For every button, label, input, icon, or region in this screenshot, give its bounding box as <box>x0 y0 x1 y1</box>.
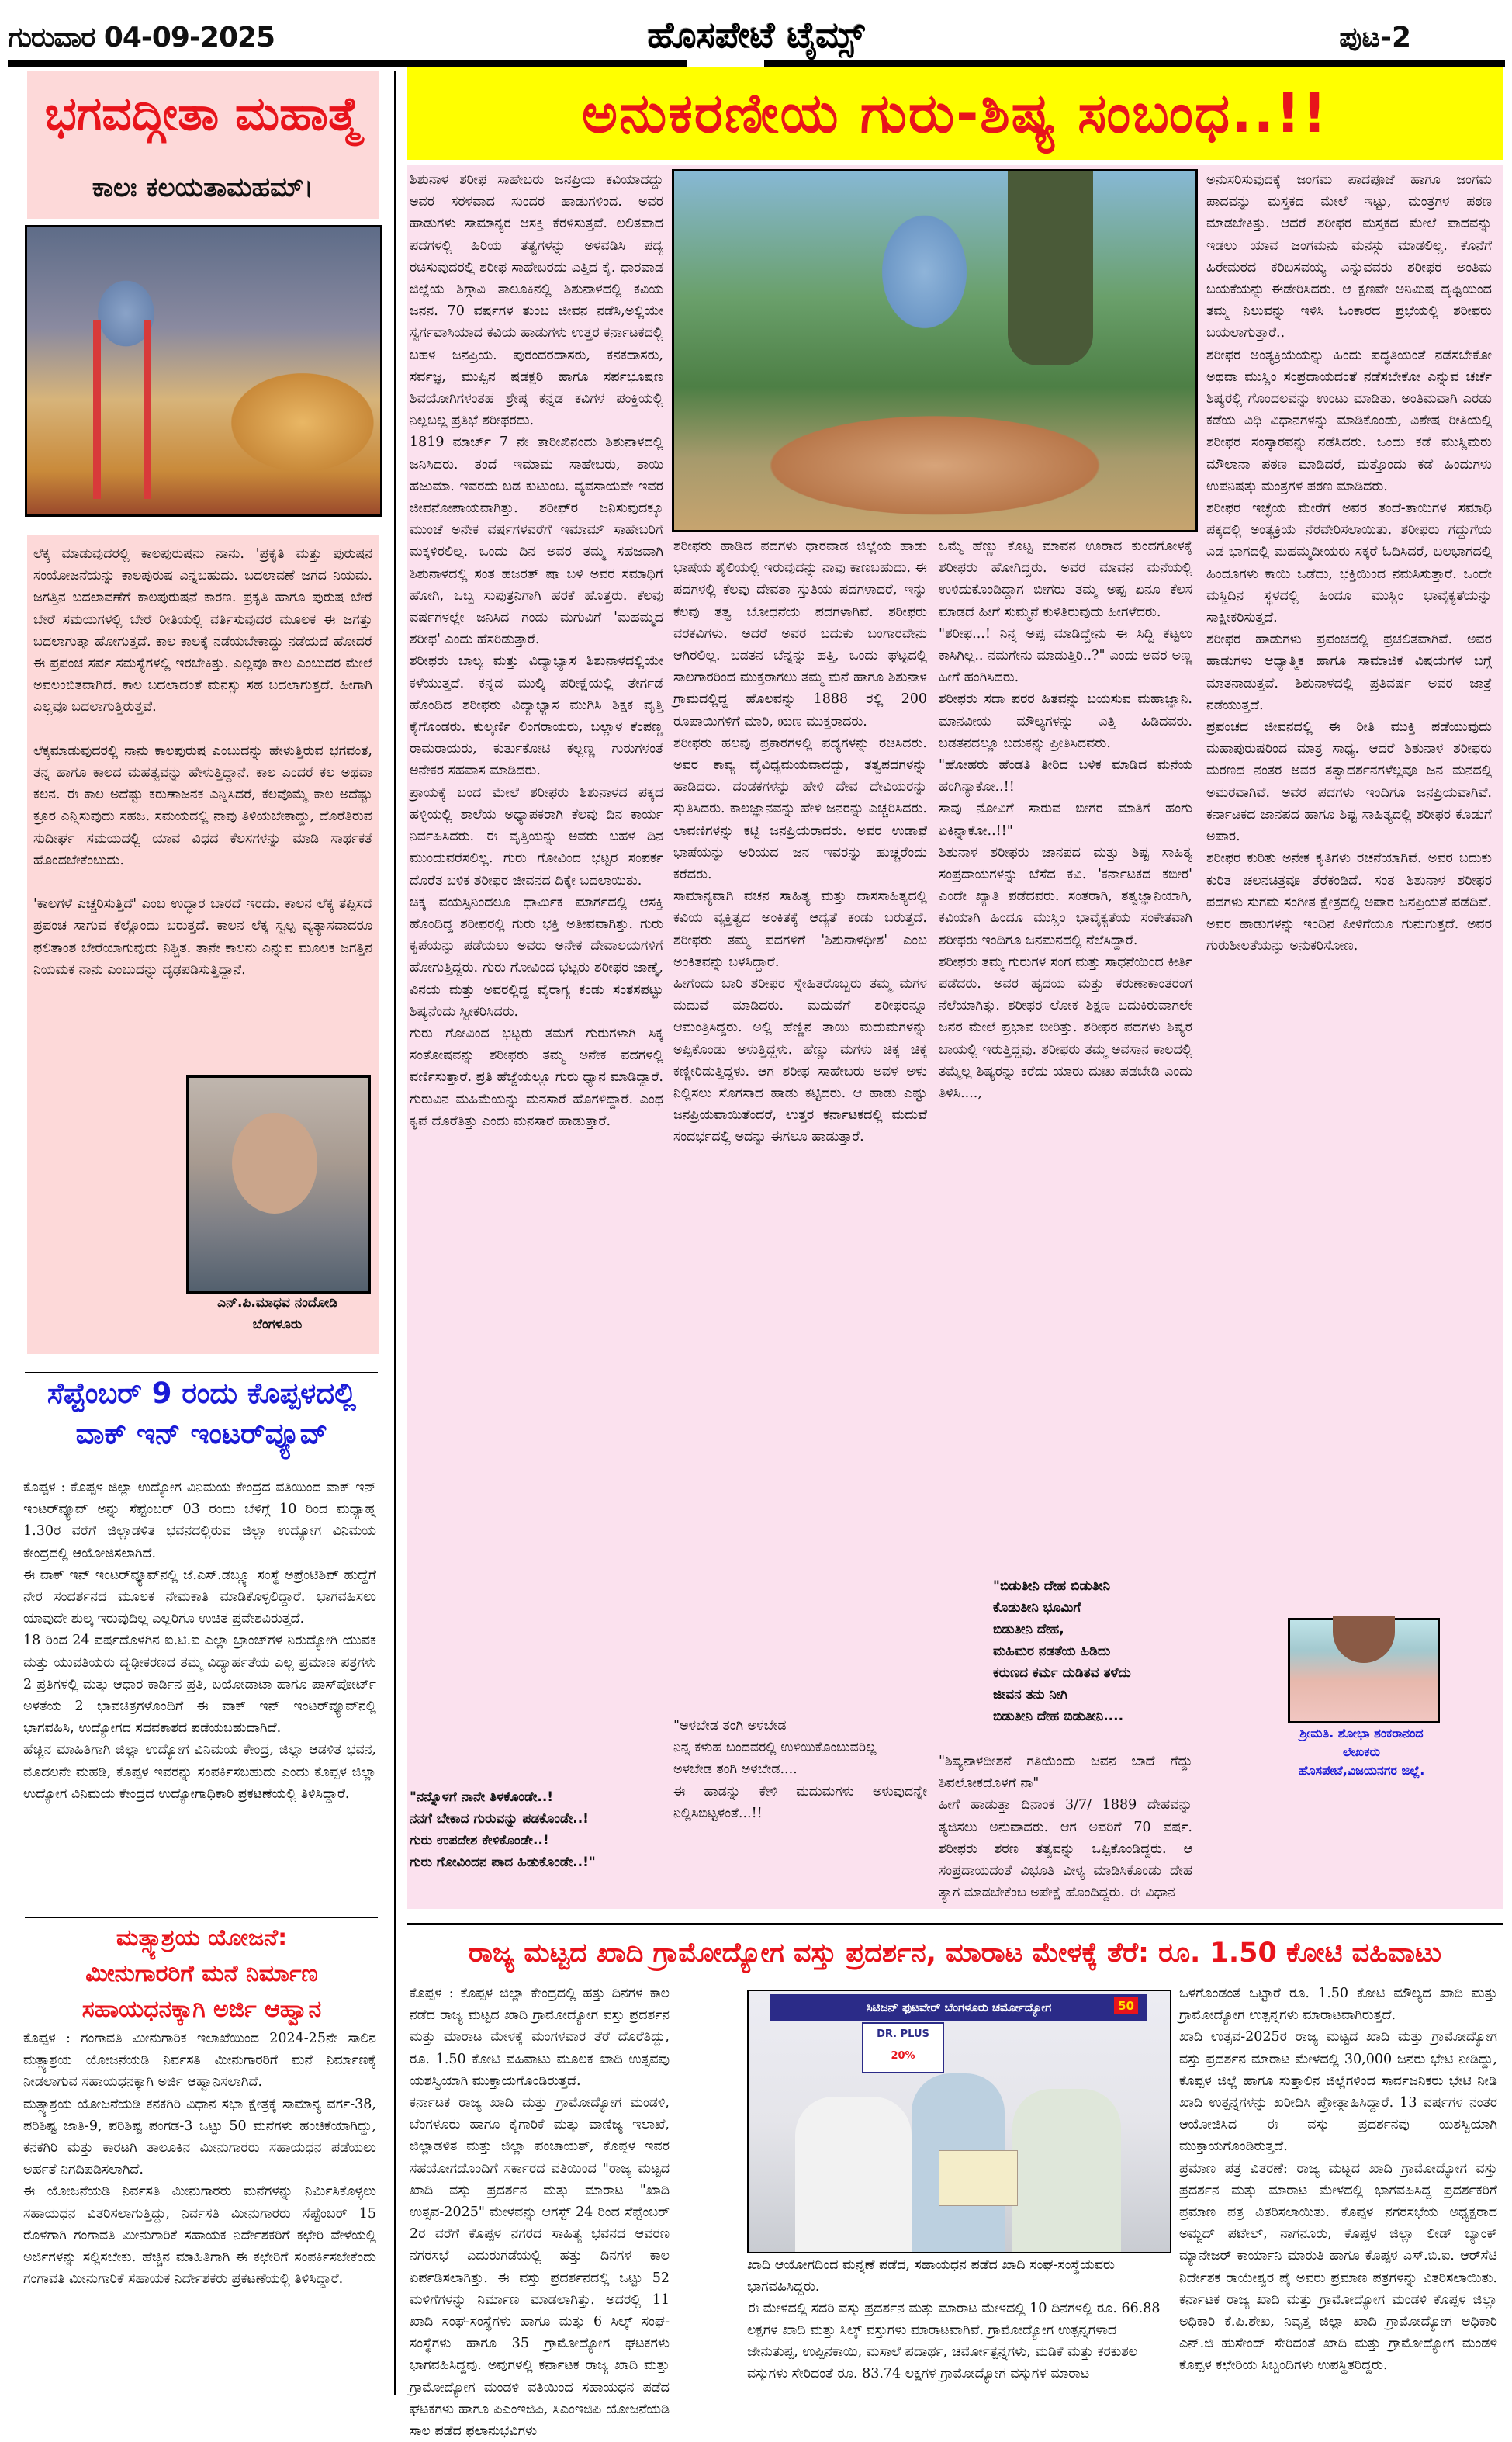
guru-poem-2: "ಅಳಬೇಡ ತಂಗಿ ಅಳಬೇಡ ನಿನ್ನ ಕಳುಹ ಬಂದವರಲ್ಲಿ ಉಳಿಯಿಕೊಂಬುವರಿಲ್ಲ ಅಳಬೇಡ ತಂಗಿ ಅಳಬೇಡ.... <box>673 1718 877 1778</box>
gita-body-text: ಲೆಕ್ಕ ಮಾಡುವುದರಲ್ಲಿ ಕಾಲಪುರುಷನು ನಾನು. 'ಪ್ರಕೃತಿ ಮತ್ತು ಪುರುಷನ ಸಂಯೋಜನೆಯನ್ನು ಕಾಲಪುರುಷ ಎನ್ನಬಹುದು. ಬದಲಾವಣೆ ಜಗದ ನಿಯಮ. ಜಗತ್ತಿನ ಬದಲಾವಣೆಗೆ ಕಾಲಪುರುಷನೆ ಕಾರಣ. ಪ್ರಕೃತಿ ಹಾಗೂ ಪುರುಷ ಬೇರೆ ಬೇರೆ ಸಮಯಗಳಲ್ಲಿ ಬೇರೆ ರೀತಿಯಲ್ಲಿ ವರ್ತಿಸುವುದರ ಮೂಲಕ ಈ ಜಗತ್ತು ಬದಲಾಗುತ್ತಾ ಹೋಗುತ್ತದೆ. ಕಾಲ ಕಾಲಕ್ಕೆ ನಡೆಯಬೇಕಾದ್ದು ನಡೆಯದೆ ಹೋದರೆ ಈ ಪ್ರಪಂಚ ಸರ್ವ ಸಮಸ್ಯೆಗಳಲ್ಲಿ ಇರಬೇಕಿತ್ತು. ಎಲ್ಲವೂ ಕಾಲ ಎಂಬುದರ ಮೇಲೆ ಅವಲಂಬಿತವಾಗಿದೆ. ಕಾಲ ಬದಲಾದಂತೆ ಮನಸ್ಸು ಸಹ ಬದಲಾಗುತ್ತದೆ. ಹೀಗಾಗಿ ಎಲ್ಲವೂ ಬದಲಾಗುತ್ತಿರುತ್ತವೆ. ಲೆಕ್ಕಮಾಡುವುದರಲ್ಲಿ ನಾನು ಕಾಲಪುರುಷ ಎಂಬುದನ್ನು ಹೇಳುತ್ತಿರುವ ಭಗವಂತ, ತನ್ನ ಹಾಗೂ ಕಾಲದ ಮಹತ್ವವನ್ನು ಹೇಳುತ್ತಿದ್ದಾನೆ. ಕಾಲ ಎಂದರೆ ಕಲ ಅಥವಾ ಕಲನ. ಈ ಕಾಲ ಅದೆಷ್ಟು ಕರುಣಾಜನಕ ಎನ್ನಿಸಿದರೆ, ಕೆಲವೊಮ್ಮೆ ಕಾಲ ಅದೆಷ್ಟು ಕ್ರೂರ ಎನ್ನಿಸುವುದು ಸಹಜ. ಸಮಯದಲ್ಲಿ ನಾವು ತಿಳಿಯಬೇಕಾದ್ದು, ದೊರೆತಿರುವ ಸುದೀರ್ಘ ಸಮಯದಲ್ಲಿ ಯಾವ ವಿಧದ ಕೆಲಸಗಳನ್ನು ಮಾಡಿ ಸಾರ್ಥಕತೆ ಹೊಂದಬೇಕೆಂಬುದು. 'ಕಾಲಗಳೆ ಎಚ್ಚರಿಸುತ್ತಿದೆ' ಎಂಬ ಉದ್ಧಾರ ಬಾರದೆ ಇರದು. ಕಾಲನ ಲೆಕ್ಕ ತಪ್ಪಿಸದೆ ಪ್ರಪಂಚ ಸಾಗುವ ಕೆಲ್ಲೊಂದು ಬರುತ್ತದೆ. ಕಾಲನ ಲೆಕ್ಕ ಸ್ವಲ್ಪ ವ್ಯತ್ಯಾಸವಾದರೂ ಫಲಿತಾಂಶ ಬೇರೆಯಾಗುವುದು ನಿಶ್ಚಿತ. ತಾನೇ ಕಾಲನು ಎನ್ನುವ ಮೂಲಕ ಜಗತ್ತಿನ ನಿಯಮಕ ನಾನು ಎಂಬುದನ್ನು ದೃಢಪಡಿಸುತ್ತಿದ್ದಾನೆ. <box>33 546 372 978</box>
author-photo <box>186 1075 371 1294</box>
krishna-arjuna-image <box>25 225 382 517</box>
author-name: ಎನ್.ಪಿ.ಮಾಧವ ನಂದೋಡಿ <box>217 1295 337 1311</box>
author-byline <box>186 1292 368 1335</box>
writer-place: ಹೊಸಪೇಟೆ,ವಿಜಯನಗರ ಜಿಲ್ಲೆ. <box>1298 1763 1425 1778</box>
guru-column-3 <box>939 535 1192 1903</box>
headline-line: ಮತ್ಸ್ಯಾಶ್ರಯ ಯೋಜನೆ: <box>116 1924 288 1952</box>
guru-column-3-text: ಒಮ್ಮೆ ಹೆಣ್ಣು ಕೊಟ್ಟ ಮಾವನ ಊರಾದ ಕುಂದಗೋಳಕ್ಕೆ ಶರೀಫರು ಹೋಗಿದ್ದರು. ಅವರ ಮಾವನ ಮನೆಯಲ್ಲಿ ಉಳಿದುಕೊಂಡಿದ್ದಾಗ ಬೀಗರು ತಮ್ಮ ಅಪ್ಪ ಏನೂ ಕೆಲಸ ಮಾಡದೆ ಹೀಗೆ ಸುಮ್ಮನೆ ಕುಳಿತಿರುವುದು ಹೀಗಳೆದರು. "ಶರೀಫ...! ನಿನ್ನ ಅಪ್ಪ ಮಾಡಿದ್ದೇನು ಈ ಸಿದ್ದಿ ಕಟ್ಟಲು ಕಾಸಿಗಿಲ್ಲ.. ನಮಗೇನು ಮಾಡುತ್ತಿರಿ..?" ಎಂದು ಅವರ ಅಣ್ಣ ಹೀಗೆ ಹಂಗಿಸಿದರು. ಶರೀಫರು ಸದಾ ಪರರ ಹಿತವನ್ನು ಬಯಸುವ ಮಹಾಜ್ಞಾನಿ. ಮಾನವೀಯ ಮೌಲ್ಯಗಳನ್ನು ಎತ್ತಿ ಹಿಡಿದವರು. ಬಡತನದಲ್ಲೂ ಬದುಕನ್ನು ಪ್ರೀತಿಸಿದವರು. "ಹೋಹರು ಹೆಂಡತಿ ತೀರಿದ ಬಳಿಕ ಮಾಡಿದ ಮನೆಯ ಹಂಗಿನ್ಯಾಕೋ..!! ಸಾವು ನೋವಿಗೆ ಸಾರುವ ಬೀಗರ ಮಾತಿಗೆ ಹಂಗು ಏಕಿನ್ನಾಕೋ..!!" ಶಿಶುನಾಳ ಶರೀಫರು ಜಾನಪದ ಮತ್ತು ಶಿಷ್ಟ ಸಾಹಿತ್ಯ ಸಂಪ್ರದಾಯಗಳನ್ನು ಬೆಸೆದ ಕವಿ. 'ಕರ್ನಾಟಕದ ಕಬೀರ' ಎಂದೇ ಖ್ಯಾತಿ ಪಡೆದವರು. ಸಂತರಾಗಿ, ತತ್ವಜ್ಞಾನಿಯಾಗಿ, ಕವಿಯಾಗಿ ಹಿಂದೂ ಮುಸ್ಲಿಂ ಭಾವೈಕ್ಯತೆಯ ಸಂಕೇತವಾಗಿ ಶರೀಫರು ಇಂದಿಗೂ ಜನಮನದಲ್ಲಿ ನೆಲೆಸಿದ್ದಾರೆ. ಶರೀಫರು ತಮ್ಮ ಗುರುಗಳ ಸಂಗ ಮತ್ತು ಸಾಧನೆಯಿಂದ ಕೀರ್ತಿ ಪಡೆದರು. ಅವರ ಹೃದಯ ಮತ್ತು ಕರುಣಾಕಾಂತರಂಗ ನೆಲೆಯಾಗಿತ್ತು. ಶರೀಫರ ಲೋಕ ಶಿಕ್ಷಣ ಬದುಕಿರುವಾಗಲೇ ಜನರ ಮೇಲೆ ಪ್ರಭಾವ ಬೀರಿತ್ತು. ಶರೀಫರ ಪದಗಳು ಶಿಷ್ಯರ ಬಾಯಲ್ಲಿ ಇರುತ್ತಿದ್ದವು. ಶರೀಫರು ತಮ್ಮ ಅವಸಾನ ಕಾಲದಲ್ಲಿ ತಮ್ಮೆಲ್ಲ ಶಿಷ್ಯರನ್ನು ಕರೆದು ಯಾರು ದುಃಖ ಪಡಬೇಡಿ ಎಂದು ತಿಳಿಸಿ...., <box>939 539 1192 1102</box>
stall-number: 50 <box>1114 1997 1138 2014</box>
guru-column-3-end: ಹೀಗೆ ಹಾಡುತ್ತಾ ದಿನಾಂಕ 3/7/ 1889 ದೇಹವನ್ನು ತ್ಯಜಿಸಲು ಅನುವಾದರು. ಆಗ ಅವರಿಗೆ 70 ವರ್ಷ. ಶರೀಫರು ಶರಣ ತತ್ವವನ್ನು ಒಪ್ಪಿಕೊಂಡಿದ್ದರು. ಆ ಸಂಪ್ರದಾಯದಂತೆ ವಿಭೂತಿ ವೀಳ್ಯ ಮಾಡಿಸಿಕೊಂಡು ದೇಹ ತ್ಯಾಗ ಮಾಡಬೇಕೆಂಬ ಅಪೇಕ್ಷೆ ಹೊಂದಿದ್ದರು. ಈ ವಿಧಾನ <box>939 1797 1192 1901</box>
guru-shishya-illustration <box>672 169 1198 532</box>
guru-column-2-text: ಶರೀಫರು ಹಾಡಿದ ಪದಗಳು ಧಾರವಾಡ ಜಿಲ್ಲೆಯ ಹಾಡು ಭಾಷೆಯ ಶೈಲಿಯಲ್ಲಿ ಇರುವುದನ್ನು ನಾವು ಕಾಣಬಹುದು. ಈ ಪದಗಳಲ್ಲಿ ಕೆಲವು ದೇವತಾ ಸ್ತುತಿಯ ಪದಗಳಾದರೆ, ಇನ್ನು ಕೆಲವು ತತ್ವ ಬೋಧನೆಯ ಪದಗಳಾಗಿವೆ. ಶರೀಫರು ವರಕವಿಗಳು. ಅದರೆ ಅವರ ಬದುಕು ಬಂಗಾರವೇನು ಆಗಿರಲಿಲ್ಲ. ಬಡತನ ಬೆನ್ನನ್ನು ಹತ್ತಿ, ಒಂದು ಘಟ್ಟದಲ್ಲಿ ಸಾಲಗಾರರಿಂದ ಮುಕ್ತರಾಗಲು ತಮ್ಮ ಮನೆ ಹಾಗೂ ಶಿಶುನಾಳ ಗ್ರಾಮದಲ್ಲಿದ್ದ ಹೊಲವನ್ನು 1888 ರಲ್ಲಿ 200 ರೂಪಾಯಿಗಳಿಗೆ ಮಾರಿ, ಋಣ ಮುಕ್ತರಾದರು. ಶರೀಫರು ಹಲವು ಪ್ರಕಾರಗಳಲ್ಲಿ ಪದ್ಯಗಳನ್ನು ರಚಿಸಿದರು. ಅವರ ಕಾವ್ಯ ವೈವಿಧ್ಯಮಯವಾದದ್ದು, ತತ್ವಪದಗಳನ್ನು ಹಾಡಿದರು. ದಂಡಕಗಳನ್ನು ಹೇಳಿ ದೇವ ದೇವಿಯರನ್ನು ಸ್ತುತಿಸಿದರು. ಕಾಲಜ್ಞಾನವನ್ನು ಹೇಳಿ ಜನರನ್ನು ಎಚ್ಚರಿಸಿದರು. ಲಾವಣಿಗಳನ್ನು ಕಟ್ಟಿ ಜನಪ್ರಿಯರಾದರು. ಅವರ ಉಡಾಫೆ ಭಾಷೆಯನ್ನು ಅರಿಯದ ಜನ ಇವರನ್ನು ಹುಚ್ಚರೆಂದು ಕರೆದರು. ಸಾಮಾನ್ಯವಾಗಿ ವಚನ ಸಾಹಿತ್ಯ ಮತ್ತು ದಾಸಸಾಹಿತ್ಯದಲ್ಲಿ ಕವಿಯ ವ್ಯಕ್ತಿತ್ವದ ಅಂಕಿತಕ್ಕೆ ಆದ್ಯತೆ ಕಂಡು ಬರುತ್ತದೆ. ಶರೀಫರು ತಮ್ಮ ಪದಗಳಿಗೆ 'ಶಿಶುನಾಳಧೀಶ' ಎಂಬ ಅಂಕಿತವನ್ನು ಬಳಸಿದ್ದಾರೆ. ಹೀಗೆಂದು ಬಾರಿ ಶರೀಫರ ಸ್ನೇಹಿತರೊಬ್ಬರು ತಮ್ಮ ಮಗಳ ಮದುವೆ ಮಾಡಿದರು. ಮದುವೆಗೆ ಶರೀಫರನ್ನೂ ಆಮಂತ್ರಿಸಿದ್ದರು. ಅಲ್ಲಿ ಹೆಣ್ಣಿನ ತಾಯಿ ಮದುಮಗಳನ್ನು ಅಪ್ಪಿಕೊಂಡು ಅಳುತ್ತಿದ್ದಳು. ಹೆಣ್ಣು ಮಗಳು ಚಿಕ್ಕ ಚಿಕ್ಕ ಕಣ್ಣೀರಿಡುತ್ತಿದ್ದಳು. ಆಗ ಶರೀಫ ಸಾಹೇಬರು ಅವಳ ಅಳು ನಿಲ್ಲಿಸಲು ಸೊಗಸಾದ ಹಾಡು ಕಟ್ಟಿದರು. ಆ ಹಾಡು ಎಷ್ಟು ಜನಪ್ರಿಯವಾಯಿತೆಂದರೆ, ಉತ್ತರ ಕರ್ನಾಟಕದಲ್ಲಿ ಮದುವೆ ಸಂದರ್ಭದಲ್ಲಿ ಅದನ್ನು ಈಗಲೂ ಹಾಡುತ್ತಾರೆ. <box>673 539 927 1145</box>
section-divider <box>407 1923 1503 1925</box>
certificate <box>939 2150 1018 2206</box>
stall-banner-text: ಸಿಟಿಜನ್ ಫುಟವೇರ್ ಬೆಂಗಳೂರು ಚರ್ಮೋದ್ಯೋಗ <box>866 2000 1052 2014</box>
writer-photo <box>1288 1618 1440 1723</box>
person-figure <box>795 2097 912 2252</box>
brand-name: DR. PLUS <box>877 2028 929 2040</box>
newspaper-name: ಹೊಸಪೇಟೆ ಟೈಮ್ಸ್ <box>647 14 865 56</box>
writer-role: ಲೇಖಕರು <box>1342 1744 1381 1759</box>
headline-line: ಸೆಪ್ಟೆಂಬರ್ 9 ರಂದು ಕೊಪ್ಪಳದಲ್ಲಿ <box>47 1377 357 1410</box>
khadi-event-photo <box>747 1990 1171 2253</box>
job-article-body: ಕೊಪ್ಪಳ : ಕೊಪ್ಪಳ ಜಿಲ್ಲಾ ಉದ್ಯೋಗ ವಿನಿಮಯ ಕೇಂದ್ರದ ವತಿಯಿಂದ ವಾಕ್ ಇನ್ ಇಂಟರ್‌ವ್ಯೂವ್ ಅನ್ನು ಸೆಪ್ಟೆಂಬರ್ 03 ರಂದು ಬೆಳಿಗ್ಗೆ 10 ರಿಂದ ಮಧ್ಯಾಹ್ನ 1.30ರ ವರೆಗೆ ಜಿಲ್ಲಾಡಳಿತ ಭವನದಲ್ಲಿರುವ ಜಿಲ್ಲಾ ಉದ್ಯೋಗ ವಿನಿಮಯ ಕೇಂದ್ರದಲ್ಲಿ ಆಯೋಜಿಸಲಾಗಿದೆ. ಈ ವಾಕ್ ಇನ್ ಇಂಟರ್‌ವ್ಯೂವ್‌ನಲ್ಲಿ ಜೆ.ಎಸ್.ಡಬ್ಲ್ಯೂ ಸಂಸ್ಥೆ ಅಪ್ರೆಂಟಿಶಿಪ್ ಹುದ್ದೆಗೆ ನೇರ ಸಂದರ್ಶನದ ಮೂಲಕ ನೇಮಕಾತಿ ಮಾಡಿಕೊಳ್ಳಲಿದ್ದಾರೆ. ಭಾಗವಹಿಸಲು ಯಾವುದೇ ಶುಲ್ಕ ಇರುವುದಿಲ್ಲ ಎಲ್ಲರಿಗೂ ಉಚಿತ ಪ್ರವೇಶವಿರುತ್ತದೆ. 18 ರಿಂದ 24 ವರ್ಷದೊಳಗಿನ ಐ.ಟಿ.ಐ ಎಲ್ಲಾ ಬ್ರಾಂಚ್‌ಗಳ ನಿರುದ್ಯೋಗಿ ಯುವಕ ಮತ್ತು ಯುವತಿಯರು ದೃಢೀಕರಣದ ತಮ್ಮ ವಿದ್ಯಾರ್ಹತೆಯ ಎಲ್ಲ ಪ್ರಮಾಣ ಪತ್ರಗಳು 2 ಪ್ರತಿಗಳಲ್ಲಿ ಮತ್ತು ಆಧಾರ ಕಾರ್ಡಿನ ಪ್ರತಿ, ಬಯೋಡಾಟಾ ಹಾಗೂ ಪಾಸ್‌ಪೋರ್ಟ್ ಅಳತೆಯ 2 ಭಾವಚಿತ್ರಗಳೊಂದಿಗೆ ಈ ವಾಕ್ ಇನ್ ಇಂಟರ್‌ವ್ಯೂವ್‌ನಲ್ಲಿ ಭಾಗವಹಿಸಿ, ಉದ್ಯೋಗದ ಸದವಕಾಶದ ಪಡೆಯಬಹುದಾಗಿದೆ. ಹೆಚ್ಚಿನ ಮಾಹಿತಿಗಾಗಿ ಜಿಲ್ಲಾ ಉದ್ಯೋಗ ವಿನಿಮಯ ಕೇಂದ್ರ, ಜಿಲ್ಲಾ ಆಡಳಿತ ಭವನ, ಮೊದಲನೇ ಮಹಡಿ, ಕೊಪ್ಪಳ ಇವರನ್ನು ಸಂಪರ್ಕಿಸಬಹುದು ಎಂದು ಕೊಪ್ಪಳ ಜಿಲ್ಲಾ ಉದ್ಯೋಗ ವಿನಿಮಯ ಕೇಂದ್ರದ ಉದ್ಯೋಗಾಧಿಕಾರಿ ಪ್ರಕಟಣೆಯಲ್ಲಿ ತಿಳಿಸಿದ್ದಾರೆ. <box>23 1480 376 1802</box>
brand-discount: 20% <box>891 2050 915 2062</box>
khadi-column-2: ಒಳಗೊಂಡಂತೆ ಒಟ್ಟಾರೆ ರೂ. 1.50 ಕೋಟಿ ಮೌಲ್ಯದ ಖಾದಿ ಮತ್ತು ಗ್ರಾಮೋದ್ಯೋಗ ಉತ್ಪನ್ನಗಳು ಮಾರಾಟವಾಗಿರುತ್ತದೆ. ಖಾದಿ ಉತ್ಸವ-2025ರ ರಾಜ್ಯ ಮಟ್ಟದ ಖಾದಿ ಮತ್ತು ಗ್ರಾಮೋದ್ಯೋಗ ವಸ್ತು ಪ್ರದರ್ಶನ ಮಾರಾಟ ಮೇಳದಲ್ಲಿ 30,000 ಜನರು ಭೇಟಿ ನೀಡಿದ್ದು, ಕೊಪ್ಪಳ ಜಿಲ್ಲೆ ಹಾಗೂ ಸುತ್ತಾಲಿನ ಜಿಲ್ಲೆಗಳಿಂದ ಸಾರ್ವಜನಿಕರು ಭೇಟಿ ನೀಡಿ ಖಾದಿ ಉತ್ಪನ್ನಗಳನ್ನು ಖರೀದಿಸಿ ಪ್ರೋತ್ಸಾಹಿಸಿದ್ದಾರೆ. 13 ವರ್ಷಗಳ ನಂತರ ಆಯೋಜಿಸಿದ ಈ ವಸ್ತು ಪ್ರದರ್ಶನವು ಯಶಸ್ವಿಯಾಗಿ ಮುಕ್ತಾಯಗೊಂಡಿರುತ್ತದೆ. ಪ್ರಮಾಣ ಪತ್ರ ವಿತರಣೆ: ರಾಜ್ಯ ಮಟ್ಟದ ಖಾದಿ ಗ್ರಾಮೋದ್ಯೋಗ ವಸ್ತು ಪ್ರದರ್ಶನ ಮತ್ತು ಮಾರಾಟ ಮೇಳದಲ್ಲಿ ಭಾಗವಹಿಸಿದ್ದ ಪ್ರದರ್ಶಕರಿಗೆ ಪ್ರಮಾಣ ಪತ್ರ ವಿತರಿಸಲಾಯಿತು. ಕೊಪ್ಪಳ ನಗರಸಭೆಯ ಅಧ್ಯಕ್ಷರಾದ ಅಮ್ಜದ್ ಪಟೇಲ್, ನಾಗನೂರು, ಕೊಪ್ಪಳ ಜಿಲ್ಲಾ ಲೀಡ್ ಬ್ಯಾಂಕ್ ಮ್ಯಾನೇಜರ್ ಕಾರ್ಯಾನಿ ಮಾರುತಿ ಹಾಗೂ ಕೊಪ್ಪಳ ಎಸ್.ಬಿ.ಐ. ಆರ್‌ಸೆಟಿ ನಿರ್ದೇಶಕ ರಾಯೇಶ್ವರ ಪೈ ಅವರು ಪ್ರಮಾಣ ಪತ್ರಗಳನ್ನು ವಿತರಿಸಲಾಯಿತು. ಕರ್ನಾಟಕ ರಾಜ್ಯ ಖಾದಿ ಮತ್ತು ಗ್ರಾಮೋದ್ಯೋಗ ಮಂಡಳಿ ಕೊಪ್ಪಳ ಜಿಲ್ಲಾ ಅಧಿಕಾರಿ ಕೆ.ಪಿ.ಶೇಖ, ನಿವೃತ್ತ ಜಿಲ್ಲಾ ಖಾದಿ ಗ್ರಾಮೋದ್ಯೋಗ ಅಧಿಕಾರಿ ಎನ್.ಜಿ ಹುಸೇಂದ್ ಸೇರಿದಂತೆ ಖಾದಿ ಮತ್ತು ಗ್ರಾಮೋದ್ಯೋಗ ಮಂಡಳಿ ಕೊಪ್ಪಳ ಕಛೇರಿಯ ಸಿಬ್ಬಂದಿಗಳು ಉಪಸ್ಥಿತರಿದ್ದರು. <box>1179 1986 1497 2374</box>
guru-column-2 <box>673 535 927 1824</box>
guru-column-4 <box>1206 169 1492 1605</box>
gita-subtitle: ಕಾಲಃ ಕಲಯತಾಮಹಮ್। <box>27 157 379 219</box>
issue-date: ಗುರುವಾರ 04-09-2025 <box>8 22 275 54</box>
guru-poem-3: "ಬಿಡುತೀನಿ ದೇಹ ಬಿಡುತೀನಿ ಕೊಡುತೀನಿ ಭೂಮಿಗೆ ಬಿಡುತೀನಿ ದೇಹ, ಮಹಿಮರ ನಡತೆಯ ಹಿಡಿದು ಕರುಣದ ಕರ್ಮ ದುಡಿತವ ತಳೆದು ಜೀವನ ತನು ನೀಗಿ ಬಿಡುತೀನಿ ದೇಹ ಬಿಡುತೀನಿ.... <box>993 1578 1131 1724</box>
column-divider <box>394 71 396 2395</box>
brand-poster <box>862 2022 944 2073</box>
khadi-photo-caption: ಖಾದಿ ಆಯೋಗದಿಂದ ಮನ್ನಣೆ ಪಡೆದ, ಸಹಾಯಧನ ಪಡೆದ ಖಾದಿ ಸಂಘ-ಸಂಸ್ಥೆಯವರು ಭಾಗವಹಿಸಿದ್ದರು. ಈ ಮೇಳದಲ್ಲಿ ಸದರಿ ವಸ್ತು ಪ್ರದರ್ಶನ ಮತ್ತು ಮಾರಾಟ ಮೇಳದಲ್ಲಿ 10 ದಿನಗಳಲ್ಲಿ ರೂ. 66.88 ಲಕ್ಷಗಳ ಖಾದಿ ಮತ್ತು ಸಿಲ್ಕ್ ವಸ್ತುಗಳು ಮಾರಾಟವಾಗಿವೆ. ಗ್ರಾಮೋದ್ಯೋಗ ಉತ್ಪನ್ನಗಳಾದ ಜೇನುತುಪ್ಪ, ಉಪ್ಪಿನಕಾಯಿ, ಮಸಾಲೆ ಪದಾರ್ಥ, ಚರ್ಮೋತ್ಪನ್ನಗಳು, ಮಡಿಕೆ ಮತ್ತು ಕರಕುಶಲ ವಸ್ತುಗಳು ಸೇರಿದಂತೆ ರೂ. 83.74 ಲಕ್ಷಗಳ ಗ್ರಾಮೋದ್ಯೋಗ ವಸ್ತುಗಳ ಮಾರಾಟ <box>747 2257 1161 2381</box>
page-number: ಪುಟ-2 <box>1339 22 1411 54</box>
job-article-headline <box>23 1373 380 1454</box>
writer-name: ಶ್ರೀಮತಿ. ಶೋಭಾ ಶಂಕರಾನಂದ <box>1299 1726 1424 1741</box>
guru-poem-2-after: ಈ ಹಾಡನ್ನು ಕೇಳಿ ಮದುಮಗಳು ಅಳುವುದನ್ನೇ ನಿಲ್ಲಿಸಿಬಿಟ್ಟಳಂತೆ...!! <box>673 1783 927 1821</box>
section-divider <box>25 1917 378 1918</box>
guru-article-headline: ಅನುಕರಣೀಯ ಗುರು-ಶಿಷ್ಯ ಸಂಬಂಧ..!! <box>407 67 1503 160</box>
fish-article-headline <box>23 1921 380 2028</box>
person-figure <box>1012 2089 1121 2252</box>
headline-line: ವಾಕ್ ಇನ್ ಇಂಟರ್‌ವ್ಯೂವ್ <box>75 1417 328 1450</box>
guru-poem-1: "ನನ್ನೊಳಗೆ ನಾನೇ ತಿಳಕೊಂಡೇ..! ನನಗೆ ಬೇಕಾದ ಗುರುವನ್ನು ಪಡಕೊಂಡೇ..! ಗುರು ಉಪದೇಶ ಕೇಳಿಕೊಂಡೇ..! ಗುರು ಗೋವಿಂದನ ಪಾದ ಹಿಡುಕೊಂಡೇ..!" <box>410 1789 596 1870</box>
khadi-article-headline: ರಾಜ್ಯ ಮಟ್ಟದ ಖಾದಿ ಗ್ರಾಮೋದ್ಯೋಗ ವಸ್ತು ಪ್ರದರ್ಶನ, ಮಾರಾಟ ಮೇಳಕ್ಕೆ ತೆರೆ: ರೂ. 1.50 ಕೋಟಿ ವಹಿವಾಟು <box>469 1938 1441 1969</box>
guru-column-1 <box>410 169 663 1873</box>
fish-article-body: ಕೊಪ್ಪಳ : ಗಂಗಾವತಿ ಮೀನುಗಾರಿಕ ಇಲಾಖೆಯಿಂದ 2024-25ನೇ ಸಾಲಿನ ಮತ್ಸ್ಯಾಶ್ರಯ ಯೋಜನೆಯಡಿ ನಿರ್ವಸತಿ ಮೀನುಗಾರರಿಗೆ ಮನೆ ನಿರ್ಮಾಣಕ್ಕೆ ನೀಡಲಾಗುವ ಸಹಾಯಧನಕ್ಕಾಗಿ ಅರ್ಜಿ ಆಹ್ವಾನಿಸಲಾಗಿದೆ. ಮತ್ಸ್ಯಾಶ್ರಯ ಯೋಜನೆಯಡಿ ಕನಕಗಿರಿ ವಿಧಾನ ಸಭಾ ಕ್ಷೇತ್ರಕ್ಕೆ ಸಾಮಾನ್ಯ ವರ್ಗ-38, ಪರಿಶಿಷ್ಟ ಜಾತಿ-9, ಪರಿಶಿಷ್ಟ ಪಂಗಡ-3 ಒಟ್ಟು 50 ಮನೆಗಳು ಹಂಚಿಕೆಯಾಗಿದ್ದು, ಕನಕಗಿರಿ ಮತ್ತು ಕಾರಟಗಿ ತಾಲೂಕಿನ ಮೀನುಗಾರರು ಸಹಾಯಧನ ಪಡೆಯಲು ಅರ್ಹತೆ ನಿಗದಿಪಡಿಸಲಾಗಿದೆ. ಈ ಯೋಜನೆಯಡಿ ನಿರ್ವಸತಿ ಮೀನುಗಾರರು ಮನೆಗಳನ್ನು ನಿರ್ಮಿಸಿಕೊಳ್ಳಲು ಸಹಾಯಧನ ವಿತರಿಸಲಾಗುತ್ತಿದ್ದು, ನಿರ್ವಸತಿ ಮೀನುಗಾರರು ಸೆಪ್ಟೆಂಬರ್ 15 ರೊಳಗಾಗಿ ಗಂಗಾವತಿ ಮೀನುಗಾರಿಕೆ ಸಹಾಯಕ ನಿರ್ದೇಶಕರಿಗೆ ಕಛೇರಿ ವೇಳೆಯಲ್ಲಿ ಅರ್ಜಿಗಳನ್ನು ಸಲ್ಲಿಸಬೇಕು. ಹೆಚ್ಚಿನ ಮಾಹಿತಿಗಾಗಿ ಈ ಕಛೇರಿಗೆ ಸಂಪರ್ಕಿಸಬೇಕೆಂದು ಗಂಗಾವತಿ ಮೀನುಗಾರಿಕೆ ಸಹಾಯಕ ನಿರ್ದೇಶಕರು ಪ್ರಕಟಣೆಯಲ್ಲಿ ತಿಳಿಸಿದ್ದಾರೆ. <box>23 2031 376 2288</box>
guru-poem-4: "ಶಿಷ್ಯನಾಳದೀಶನೆ ಗತಿಯೆಂದು ಜವನ ಬಾದೆ ಗೆದ್ದು ಶಿವಲೋಕದೊಳಗೆ ನಾ" <box>939 1754 1192 1792</box>
guru-column-4-text: ಅನುಸರಿಸುವುದಕ್ಕೆ ಜಂಗಮ ಪಾದಪೂಜೆ ಹಾಗೂ ಜಂಗಮ ಪಾದವನ್ನು ಮಸ್ತಕದ ಮೇಲೆ ಇಟ್ಟು, ಮಂತ್ರಗಳ ಪಠಣ ಮಾಡಬೇಕಿತ್ತು. ಆದರೆ ಶರೀಫರ ಮಸ್ತಕದ ಮೇಲೆ ಪಾದವನ್ನು ಇಡಲು ಯಾವ ಜಂಗಮನು ಮನಸ್ಸು ಮಾಡಲಿಲ್ಲ. ಕೊನೆಗೆ ಹಿರೇಮಠದ ಕರಿಬಸವಯ್ಯ ಎನ್ನುವವರು ಶರೀಫರ ಅಂತಿಮ ಬಯಕೆಯನ್ನು ಈಡೇರಿಸಿದರು. ಆ ಕ್ಷಣವೇ ಅನಿಮಿಷ ದೃಷ್ಟಿಯಿಂದ ತಮ್ಮ ನಿಲುವನ್ನು ಇಳಿಸಿ ಓಂಕಾರದ ಪ್ರಭೆಯಲ್ಲಿ ಶರೀಫರು ಬಯಲಾಗುತ್ತಾರೆ.. ಶರೀಫರ ಅಂತ್ಯಕ್ರಿಯೆಯನ್ನು ಹಿಂದು ಪದ್ಧತಿಯಂತೆ ನಡೆಸಬೇಕೋ ಅಥವಾ ಮುಸ್ಲಿಂ ಸಂಪ್ರದಾಯದಂತೆ ನಡೆಸಬೇಕೋ ಎನ್ನುವ ಚರ್ಚೆ ಶಿಷ್ಯರಲ್ಲಿ ಗೊಂದಲವನ್ನು ಉಂಟು ಮಾಡಿತು. ಅಂತಿಮವಾಗಿ ಎರಡು ಕಡೆಯ ವಿಧಿ ವಿಧಾನಗಳನ್ನು ಮಾಡಿಕೊಂಡು, ವಿಶೇಷ ರೀತಿಯಲ್ಲಿ ಶರೀಫರ ಸಂಸ್ಕಾರವನ್ನು ನಡೆಸಿದರು. ಒಂದು ಕಡೆ ಮುಸ್ಲಿಮರು ಮೌಲಾನಾ ಪಠಣ ಮಾಡಿದರೆ, ಮತ್ತೊಂದು ಕಡೆ ಹಿಂದುಗಳು ಉಪನಿಷತ್ತು ಮಂತ್ರಗಳ ಪಠಣ ಮಾಡಿದರು. ಶರೀಫರ ಇಚ್ಛೆಯ ಮೇರೆಗೆ ಅವರ ತಂದೆ-ತಾಯಿಗಳ ಸಮಾಧಿ ಪಕ್ಕದಲ್ಲಿ ಅಂತ್ಯಕ್ರಿಯೆ ನೆರವೇರಿಸಲಾಯಿತು. ಶರೀಫರು ಗದ್ದುಗೆಯ ಎಡ ಭಾಗದಲ್ಲಿ ಮಹಮ್ಮದೀಯರು ಸಕ್ಕರೆ ಓದಿಸಿದರೆ, ಬಲಭಾಗದಲ್ಲಿ ಹಿಂದೂಗಳು ಕಾಯಿ ಒಡೆದು, ಭಕ್ತಿಯಿಂದ ನಮಸಿಸುತ್ತಾರೆ. ಒಂದೇ ಮಸ್ಜಿದಿನ ಸ್ಥಳದಲ್ಲಿ ಹಿಂದೂ ಮುಸ್ಲಿಂ ಭಾವೈಕ್ಯತೆಯನ್ನು ಸಾಕ್ಷೀಕರಿಸುತ್ತದೆ. ಶರೀಫರ ಹಾಡುಗಳು ಪ್ರಪಂಚದಲ್ಲಿ ಪ್ರಚಲಿತವಾಗಿವೆ. ಅವರ ಹಾಡುಗಳು ಆಧ್ಯಾತ್ಮಿಕ ಹಾಗೂ ಸಾಮಾಜಿಕ ವಿಷಯಗಳ ಬಗ್ಗೆ ಮಾತನಾಡುತ್ತವೆ. ಶಿಶುನಾಳದಲ್ಲಿ ಪ್ರತಿವರ್ಷ ಅವರ ಜಾತ್ರೆ ನಡೆಯುತ್ತದೆ. ಪ್ರಪಂಚದ ಜೀವನದಲ್ಲಿ ಈ ರೀತಿ ಮುಕ್ತಿ ಪಡೆಯುವುದು ಮಹಾಪುರುಷರಿಂದ ಮಾತ್ರ ಸಾಧ್ಯ. ಆದರೆ ಶಿಶುನಾಳ ಶರೀಫರು ಮರಣದ ನಂತರ ಅವರ ತತ್ವಾದರ್ಶನಗಳೆಲ್ಲವೂ ಜನ ಮನದಲ್ಲಿ ಅಮರವಾಗಿವೆ. ಅವರ ಪದಗಳು ಇಂದಿಗೂ ಜನಪ್ರಿಯವಾಗಿವೆ. ಕರ್ನಾಟಕದ ಜಾನಪದ ಹಾಗೂ ಶಿಷ್ಟ ಸಾಹಿತ್ಯದಲ್ಲಿ ಶರೀಫರ ಕೊಡುಗೆ ಅಪಾರ. ಶರೀಫರ ಕುರಿತು ಅನೇಕ ಕೃತಿಗಳು ರಚನೆಯಾಗಿವೆ. ಅವರ ಬದುಕು ಕುರಿತ ಚಲನಚಿತ್ರವೂ ತೆರೆಕಂಡಿದೆ. ಸಂತ ಶಿಶುನಾಳ ಶರೀಫರ ಪದಗಳು ಸುಗಮ ಸಂಗೀತ ಕ್ಷೇತ್ರದಲ್ಲಿ ಅಪಾರ ಜನಪ್ರಿಯತೆ ಪಡೆದಿವೆ. ಅವರ ಹಾಡುಗಳನ್ನು ಇಂದಿನ ಪೀಳಿಗೆಯೂ ಗುನುಗುತ್ತದೆ. ಅವರ ಗುರುಶೀಲತೆಯನ್ನು ಅನುಕರಿಸೋಣ. <box>1206 172 1492 954</box>
stall-banner <box>770 1994 1147 2021</box>
gita-title: ಭಗವದ್ಗೀತಾ ಮಹಾತ್ಮೆ <box>27 71 379 157</box>
headline-line: ಮೀನುಗಾರರಿಗೆ ಮನೆ ನಿರ್ಮಾಣ <box>85 1960 318 1987</box>
writer-byline <box>1226 1724 1497 1780</box>
guru-column-1-text: ಶಿಶುನಾಳ ಶರೀಫ ಸಾಹೇಬರು ಜನಪ್ರಿಯ ಕವಿಯಾದದ್ದು ಅವರ ಸರಳವಾದ ಸುಂದರ ಹಾಡುಗಳಿಂದ. ಅವರ ಹಾಡುಗಳು ಸಾಮಾನ್ಯರ ಆಸಕ್ತಿ ಕೆರಳಿಸುತ್ತವೆ. ಲಲಿತವಾದ ಪದಗಳಲ್ಲಿ ಹಿರಿಯ ತತ್ವಗಳನ್ನು ಅಳವಡಿಸಿ ಪದ್ಯ ರಚಿಸುವುದರಲ್ಲಿ ಶರೀಫ ಸಾಹೇಬರದು ಎತ್ತಿದ ಕೈ. ಧಾರವಾಡ ಜಿಲ್ಲೆಯ ಶಿಗ್ಗಾವಿ ತಾಲೂಕಿನಲ್ಲಿ ಶಿಶುನಾಳದಲ್ಲಿ ಕವಿಯ ಜನನ. 70 ವರ್ಷಗಳ ತುಂಬ ಜೀವನ ನಡೆಸಿ,ಅಲ್ಲಿಯೇ ಸ್ವರ್ಗವಾಸಿಯಾದ ಕವಿಯ ಹಾಡುಗಳು ಉತ್ತರ ಕರ್ನಾಟಕದಲ್ಲಿ ಬಹಳ ಜನಪ್ರಿಯ. ಪುರಂದರದಾಸರು, ಕನಕದಾಸರು, ಸರ್ವಜ್ಞ, ಮುಪ್ಪಿನ ಷಡಕ್ಷರಿ ಹಾಗೂ ಸರ್ಪಭೂಷಣ ಶಿವಯೋಗಿಗಳಂತಹ ಶ್ರೇಷ್ಠ ಕನ್ನಡ ಕವಿಗಳ ಪಂಕ್ತಿಯಲ್ಲಿ ನಿಲ್ಲಬಲ್ಲ ಪ್ರತಿಭೆ ಶರೀಫರದು. 1819 ಮಾರ್ಚ್ 7 ನೇ ತಾರೀಖಿನಂದು ಶಿಶುನಾಳದಲ್ಲಿ ಜನಿಸಿದರು. ತಂದೆ ಇಮಾಮ ಸಾಹೇಬರು, ತಾಯಿ ಹಜುಮಾ. ಇವರದು ಬಡ ಕುಟುಂಬ. ವ್ಯವಸಾಯವೇ ಇವರ ಜೀವನೋಪಾಯವಾಗಿತ್ತು. ಶರೀಫ್‌ರ ಜನಿಸುವುದಕ್ಕೂ ಮುಂಚೆ ಅನೇಕ ವರ್ಷಗಳವರೆಗೆ ಇಮಾಮ್ ಸಾಹೇಬರಿಗೆ ಮಕ್ಕಳಿರಲಿಲ್ಲ. ಒಂದು ದಿನ ಅವರ ತಮ್ಮ ಸಹಜವಾಗಿ ಶಿಶುನಾಳದಲ್ಲಿ ಸಂತ ಹಜರತ್ ಷಾ ಬಳಿ ಅವರ ಸಮಾಧಿಗೆ ಹೋಗಿ, ಒಬ್ಬ ಸುಪುತ್ರನಿಗಾಗಿ ಹರಕೆ ಹೊತ್ತರು. ಕೆಲವು ವರ್ಷಗಳಲ್ಲೇ ಜನಿಸಿದ ಗಂಡು ಮಗುವಿಗೆ 'ಮಹಮ್ಮದ ಶರೀಫ' ಎಂದು ಹೆಸರಿಡುತ್ತಾರೆ. ಶರೀಫರು ಬಾಲ್ಯ ಮತ್ತು ವಿದ್ಯಾಭ್ಯಾಸ ಶಿಶುನಾಳದಲ್ಲಿಯೇ ಕಳೆಯುತ್ತದೆ. ಕನ್ನಡ ಮುಲ್ಕಿ ಪರೀಕ್ಷೆಯಲ್ಲಿ ತೇರ್ಗಡೆ ಹೊಂದಿದ ಶರೀಫರು ವಿದ್ಯಾಭ್ಯಾಸ ಮುಗಿಸಿ ಶಿಕ್ಷಕ ವೃತ್ತಿ ಕೈಗೊಂಡರು. ಕುಲ್ಕರ್ಣಿ ಲಿಂಗರಾಯರು, ಬಲ್ಲಾಳ ಕೆಂಪಣ್ಣ ರಾಮರಾಯರು, ಕುರ್ತುಕೋಟಿ ಕಲ್ಲಣ್ಣ ಗುರುಗಳಂತೆ ಅನೇಕರ ಸಹವಾಸ ಮಾಡಿದರು. ಪ್ರಾಯಕ್ಕೆ ಬಂದ ಮೇಲೆ ಶರೀಫರು ಶಿಶುನಾಳದ ಪಕ್ಕದ ಹಳ್ಳಿಯಲ್ಲಿ ಶಾಲೆಯ ಅಧ್ಯಾಪಕರಾಗಿ ಕೆಲವು ದಿನ ಕಾರ್ಯ ನಿರ್ವಹಿಸಿದರು. ಈ ವೃತ್ತಿಯನ್ನು ಅವರು ಬಹಳ ದಿನ ಮುಂದುವರೆಸಲಿಲ್ಲ. ಗುರು ಗೋವಿಂದ ಭಟ್ಟರ ಸಂಪರ್ಕ ದೊರೆತ ಬಳಿಕ ಶರೀಫರ ಜೀವನದ ದಿಕ್ಕೇ ಬದಲಾಯಿತು. ಚಿಕ್ಕ ವಯಸ್ಸಿನಿಂದಲೂ ಧಾರ್ಮಿಕ ಮಾರ್ಗದಲ್ಲಿ ಆಸಕ್ತಿ ಹೊಂದಿದ್ದ ಶರೀಫರಲ್ಲಿ ಗುರು ಭಕ್ತಿ ಅತೀವವಾಗಿತ್ತು. ಗುರು ಕೃಪೆಯನ್ನು ಪಡೆಯಲು ಅವರು ಅನೇಕ ದೇವಾಲಯಗಳಿಗೆ ಹೋಗುತ್ತಿದ್ದರು. ಗುರು ಗೋವಿಂದ ಭಟ್ಟರು ಶರೀಫರ ಜಾಣ್ಮೆ, ವಿನಯ ಮತ್ತು ಅವರಲ್ಲಿದ್ದ ವೈರಾಗ್ಯ ಕಂಡು ಸಂತಸಪಟ್ಟು ಶಿಷ್ಯನೆಂದು ಸ್ವೀಕರಿಸಿದರು. ಗುರು ಗೋವಿಂದ ಭಟ್ಟರು ತಮಗೆ ಗುರುಗಳಾಗಿ ಸಿಕ್ಕ ಸಂತೋಷವನ್ನು ಶರೀಫರು ತಮ್ಮ ಅನೇಕ ಪದಗಳಲ್ಲಿ ವರ್ಣಿಸುತ್ತಾರೆ. ಪ್ರತಿ ಹೆಜ್ಜೆಯಲ್ಲೂ ಗುರು ಧ್ಯಾನ ಮಾಡಿದ್ದಾರೆ. ಗುರುವಿನ ಮಹಿಮೆಯನ್ನು ಮನಸಾರೆ ಹೊಗಳಿದ್ದಾರೆ. ಎಂಥ ಕೃಪೆ ದೊರೆತಿತ್ತು ಎಂದು ಮನಸಾರೆ ಹಾಡುತ್ತಾರೆ. <box>410 172 663 1129</box>
author-place: ಬೆಂಗಳೂರು <box>252 1317 303 1332</box>
headline-line: ಸಹಾಯಧನಕ್ಕಾಗಿ ಅರ್ಜಿ ಆಹ್ವಾನ <box>81 1996 322 2023</box>
khadi-column-1: ಕೊಪ್ಪಳ : ಕೊಪ್ಪಳ ಜಿಲ್ಲಾ ಕೇಂದ್ರದಲ್ಲಿ ಹತ್ತು ದಿನಗಳ ಕಾಲ ನಡೆದ ರಾಜ್ಯ ಮಟ್ಟದ ಖಾದಿ ಗ್ರಾಮೋದ್ಯೋಗ ವಸ್ತು ಪ್ರದರ್ಶನ ಮತ್ತು ಮಾರಾಟ ಮೇಳಕ್ಕೆ ಮಂಗಳವಾರ ತೆರೆ ದೊರೆತಿದ್ದು, ರೂ. 1.50 ಕೋಟಿ ವಹಿವಾಟು ಮೂಲಕ ಖಾದಿ ಉತ್ಸವವು ಯಶಸ್ವಿಯಾಗಿ ಮುಕ್ತಾಯಗೊಂಡಿರುತ್ತದೆ. ಕರ್ನಾಟಕ ರಾಜ್ಯ ಖಾದಿ ಮತ್ತು ಗ್ರಾಮೋದ್ಯೋಗ ಮಂಡಳಿ, ಬೆಂಗಳೂರು ಹಾಗೂ ಕೈಗಾರಿಕೆ ಮತ್ತು ವಾಣಿಜ್ಯ ಇಲಾಖೆ, ಜಿಲ್ಲಾಡಳಿತ ಮತ್ತು ಜಿಲ್ಲಾ ಪಂಚಾಯತ್, ಕೊಪ್ಪಳ ಇವರ ಸಹಯೋಗದೊಂದಿಗೆ ಸರ್ಕಾರದ ವತಿಯಿಂದ "ರಾಜ್ಯ ಮಟ್ಟದ ಖಾದಿ ವಸ್ತು ಪ್ರದರ್ಶನ ಮತ್ತು ಮಾರಾಟ "ಖಾದಿ ಉತ್ಸವ-2025" ಮೇಳವನ್ನು ಆಗಸ್ಟ್ 24 ರಿಂದ ಸೆಪ್ಟೆಂಬರ್ 2ರ ವರೆಗೆ ಕೊಪ್ಪಳ ನಗರದ ಸಾಹಿತ್ಯ ಭವನದ ಆವರಣ ನಗರಸಭೆ ಎದುರುಗಡೆಯಲ್ಲಿ ಹತ್ತು ದಿನಗಳ ಕಾಲ ಏರ್ಪಡಿಸಲಾಗಿತ್ತು. ಈ ವಸ್ತು ಪ್ರದರ್ಶನದಲ್ಲಿ ಒಟ್ಟು 52 ಮಳಿಗೆಗಳನ್ನು ನಿರ್ಮಾಣ ಮಾಡಲಾಗಿತ್ತು. ಅದರಲ್ಲಿ 11 ಖಾದಿ ಸಂಘ-ಸಂಸ್ಥೆಗಳು ಹಾಗೂ ಮತ್ತು 6 ಸಿಲ್ಕ್ ಸಂಘ-ಸಂಸ್ಥೆಗಳು ಹಾಗೂ 35 ಗ್ರಾಮೋದ್ಯೋಗ ಘಟಕಗಳು ಭಾಗವಹಿಸಿದ್ದವು. ಅವುಗಳಲ್ಲಿ ಕರ್ನಾಟಕ ರಾಜ್ಯ ಖಾದಿ ಮತ್ತು ಗ್ರಾಮೋದ್ಯೋಗ ಮಂಡಳಿ ವತಿಯಿಂದ ಸಹಾಯಧನ ಪಡೆದ ಘಟಕಗಳು ಹಾಗೂ ಪಿಎಂಇಜಿಪಿ, ಸಿಎಂಇಜಿಪಿ ಯೋಜನೆಯಡಿ ಸಾಲ ಪಡೆದ ಫಲಾನುಭವಿಗಳು <box>410 1986 670 2440</box>
